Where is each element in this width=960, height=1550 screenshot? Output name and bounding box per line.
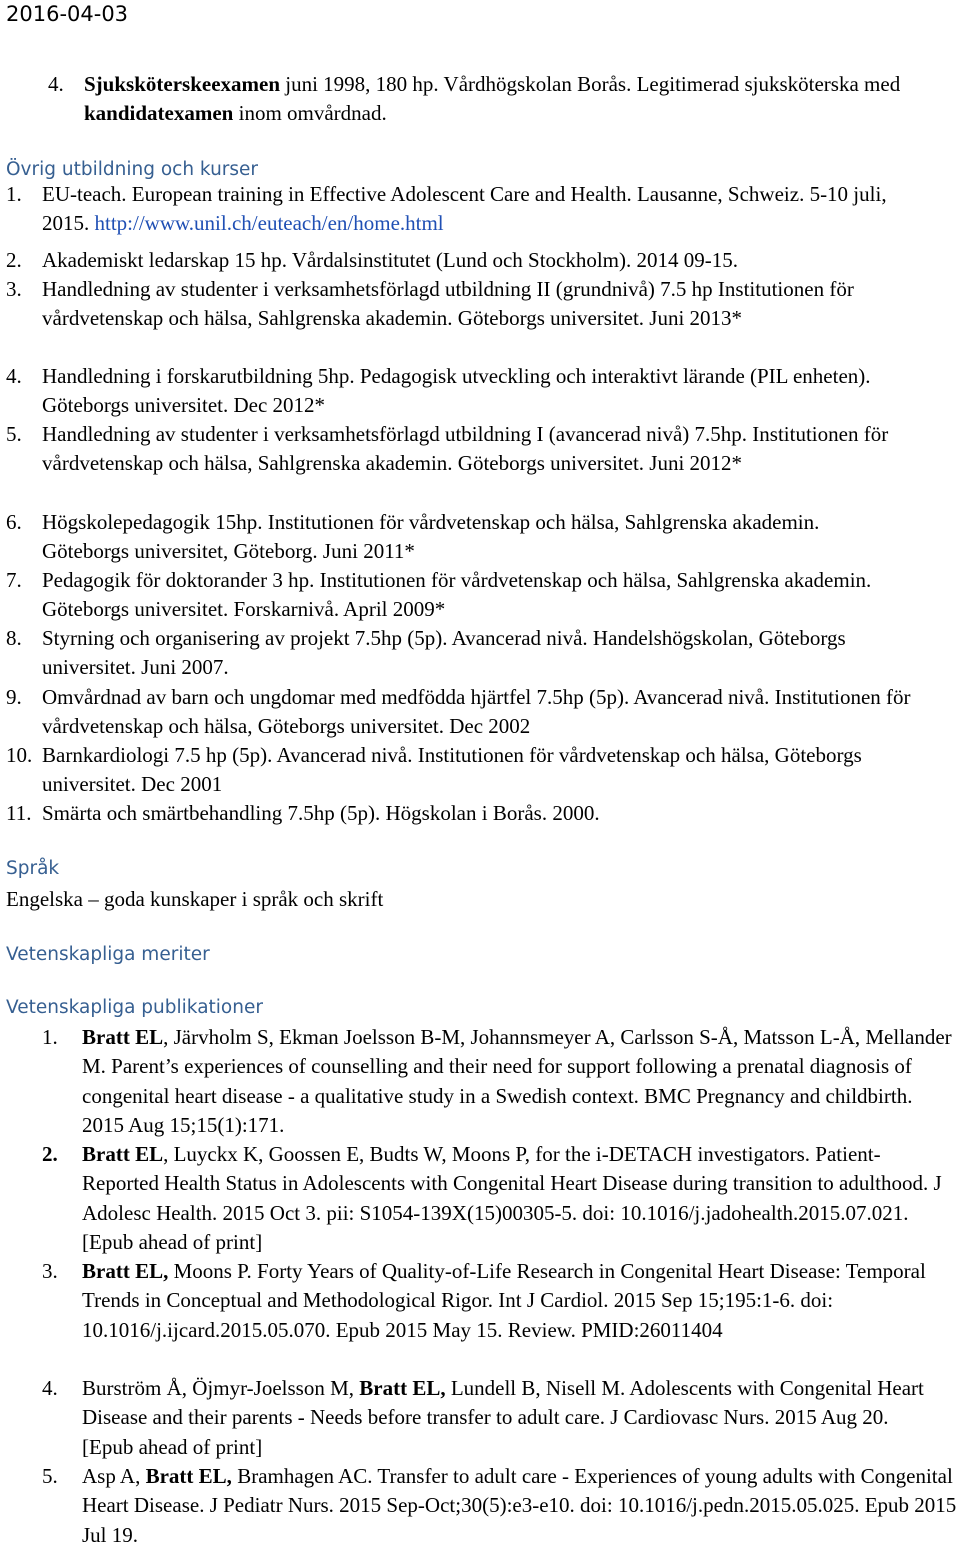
course-item: 7. Pedagogik för doktorander 3 hp. Institutionen för vårdvetenskap och hälsa, Sahlgrenska akademin. Göteborgs universitet. Forskarnivå. April 2009* xyxy=(6,568,872,622)
publication-item: 5. Asp A, Bratt EL, Bramhagen AC. Transfer to adult care - Experiences of young adults with Congenital Heart Disease. J Pediatr Nurs. 2015 Sep-Oct;30(5):e3-e10. doi: 10.1016/j.pedn.2015.05.025. Epub 2015 Jul 19. xyxy=(42,1464,957,1547)
course-item: 5. Handledning av studenter i verksamhetsförlagd utbildning I (avancerad nivå) 7.5hp. Institutionen för vårdvetenskap och hälsa, Sahlgrenska akademin. Göteborgs universitet. Juni 2012* xyxy=(6,422,889,476)
publications-heading: Vetenskapliga publikationer xyxy=(6,997,263,1018)
course-item: 10. Barnkardiologi 7.5 hp (5p). Avancerad nivå. Institutionen för vårdvetenskap och hälsa, Göteborgs universitet. Dec 2001 xyxy=(6,743,862,797)
merits-heading: Vetenskapliga meriter xyxy=(6,944,210,965)
publication-item: 2. Bratt EL, Luyckx K, Goossen E, Budts W, Moons P, for the i-DETACH investigators. Patient-Reported Health Status in Adolescents with Congenital Heart Disease during transition to adulthood. J Adolesc Health. 2015 Oct 3. pii: S1054-139X(15)00305-5. doi: 10.1016/j.jadohealth.2015.07.021. [Epub ahead of print] xyxy=(42,1142,942,1255)
course-item: 3. Handledning av studenter i verksamhetsförlagd utbildning II (grundnivå) 7.5 hp Institutionen för vårdvetenskap och hälsa, Sahlgrenska akademin. Göteborgs universitet. Juni 2013* xyxy=(6,277,854,331)
education-item-number: 4. xyxy=(48,72,64,96)
publication-item: 4. Burström Å, Öjmyr-Joelsson M, Bratt EL, Lundell B, Nisell M. Adolescents with Congenital Heart Disease and their parents - Needs before transfer to adult care. J Cardiovasc Nurs. 2015 Aug 20. [Epub ahead of print] xyxy=(42,1376,924,1459)
course-item: 4. Handledning i forskarutbildning 5hp. Pedagogisk utveckling och interaktivt lärande (PIL enheten). Göteborgs universitet. Dec 2012* xyxy=(6,364,871,418)
education-item xyxy=(48,70,948,129)
education-item-text: Sjuksköterskeexamen juni 1998, 180 hp. Vårdhögskolan Borås. Legitimerad sjuksköterska med kandidatexamen inom omvårdnad. xyxy=(84,72,901,126)
page-date: 2016-04-03 xyxy=(6,2,129,26)
course-item: 1. EU-teach. European training in Effective Adolescent Care and Health. Lausanne, Schweiz. 5-10 juli, 2015. http://www.unil.ch/euteach/en/home.html xyxy=(6,182,887,236)
other-education-heading: Övrig utbildning och kurser xyxy=(6,159,259,180)
language-heading: Språk xyxy=(6,858,60,879)
course-item: 6. Högskolepedagogik 15hp. Institutionen för vårdvetenskap och hälsa, Sahlgrenska akademin. Göteborgs universitet, Göteborg. Juni 2011* xyxy=(6,510,820,564)
language-text: Engelska – goda kunskaper i språk och skrift xyxy=(6,887,384,911)
course-item: 11. Smärta och smärtbehandling 7.5hp (5p). Högskolan i Borås. 2000. xyxy=(6,801,600,825)
publication-item: 1. Bratt EL, Järvholm S, Ekman Joelsson B-M, Johannsmeyer A, Carlsson S-Å, Matsson L-Å, Mellander M. Parent’s experiences of counselling and their need for support following a prenatal diagnosis of congenital heart disease - a qualitative study in a Swedish context. BMC Pregnancy and childbirth. 2015 Aug 15;15(1):171. xyxy=(42,1025,952,1138)
course-item: 9. Omvårdnad av barn och ungdomar med medfödda hjärtfel 7.5hp (5p). Avancerad nivå. Institutionen för vårdvetenskap och hälsa, Göteborgs universitet. Dec 2002 xyxy=(6,685,911,739)
publication-item: 3. Bratt EL, Moons P. Forty Years of Quality-of-Life Research in Congenital Heart Disease: Temporal Trends in Conceptual and Methodological Rigor. Int J Cardiol. 2015 Sep 15;195:1-6. doi: 10.1016/j.ijcard.2015.05.070. Epub 2015 May 15. Review. PMID:26011404 xyxy=(42,1259,926,1342)
course-item: 8. Styrning och organisering av projekt 7.5hp (5p). Avancerad nivå. Handelshögskolan, Göteborgs universitet. Juni 2007. xyxy=(6,626,846,680)
course-link[interactable]: http://www.unil.ch/euteach/en/home.html xyxy=(94,211,444,236)
course-item: 2. Akademiskt ledarskap 15 hp. Vårdalsinstitutet (Lund och Stockholm). 2014 09-15. xyxy=(6,248,739,272)
